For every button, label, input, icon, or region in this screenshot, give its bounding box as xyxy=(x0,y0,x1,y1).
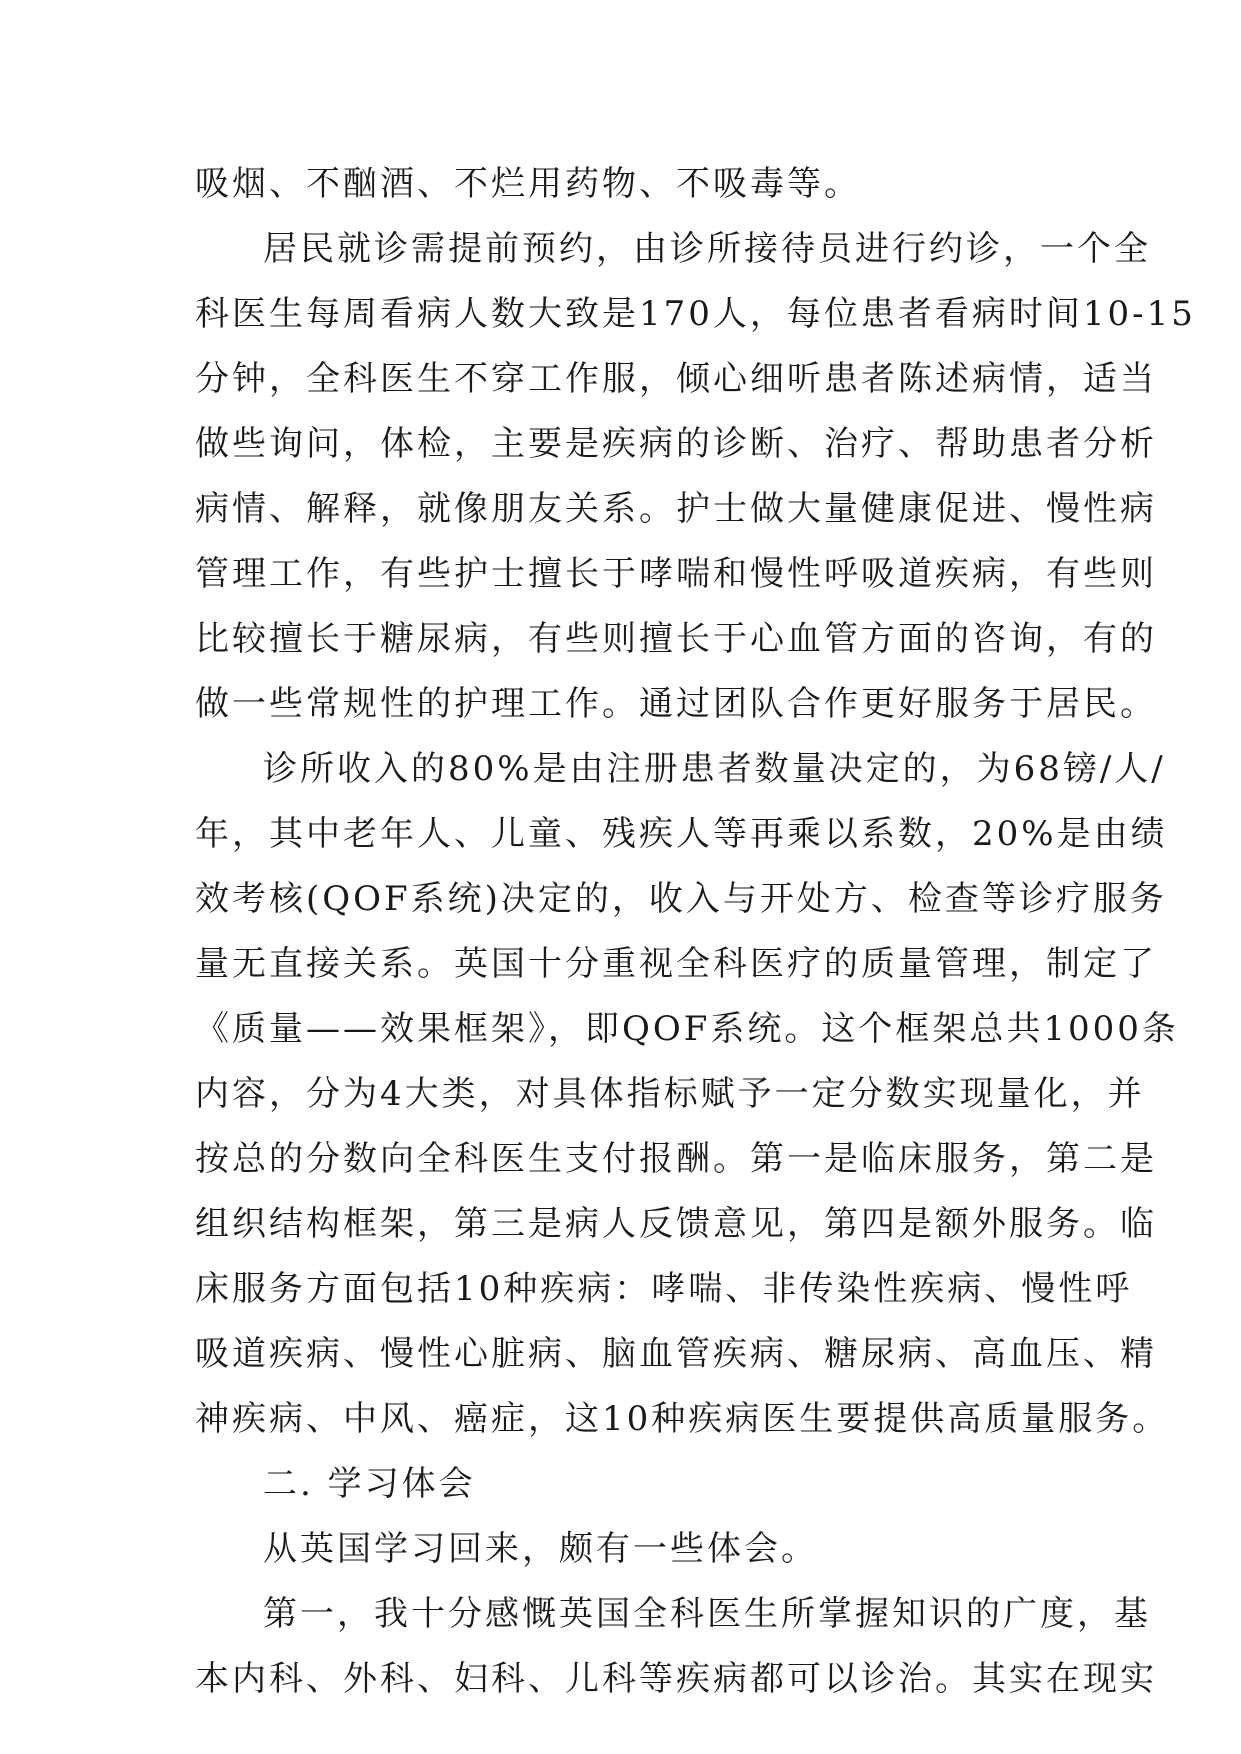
text-line: 科医生每周看病人数大致是170人，每位患者看病时间10-15 xyxy=(195,294,1196,334)
text-line: 按总的分数向全科医生支付报酬。第一是临床服务，第二是 xyxy=(195,1139,1157,1179)
text-line: 第一，我十分感慨英国全科医生所掌握知识的广度，基 xyxy=(263,1594,1151,1634)
text-line: 《质量——效果框架》，即QOF系统。这个框架总共1000条 xyxy=(195,1009,1179,1049)
text-line: 从英国学习回来，颇有一些体会。 xyxy=(263,1529,818,1569)
text-line: 比较擅长于糖尿病，有些则擅长于心血管方面的咨询，有的 xyxy=(195,619,1157,659)
text-line: 病情、解释，就像朋友关系。护士做大量健康促进、慢性病 xyxy=(195,489,1157,529)
text-line: 吸烟、不酗酒、不烂用药物、不吸毒等。 xyxy=(195,164,861,204)
text-line: 诊所收入的80%是由注册患者数量决定的，为68镑/人/ xyxy=(263,749,1166,789)
text-line: 做一些常规性的护理工作。通过团队合作更好服务于居民。 xyxy=(195,684,1157,724)
text-line: 床服务方面包括10种疾病：哮喘、非传染性疾病、慢性呼 xyxy=(195,1269,1133,1309)
text-line: 居民就诊需提前预约，由诊所接待员进行约诊，一个全 xyxy=(263,229,1151,269)
text-line: 管理工作，有些护士擅长于哮喘和慢性呼吸道疾病，有些则 xyxy=(195,554,1157,594)
body-text xyxy=(195,152,1196,1712)
text-line: 分钟，全科医生不穿工作服，倾心细听患者陈述病情，适当 xyxy=(195,359,1157,399)
text-line: 内容，分为4大类，对具体指标赋予一定分数实现量化，并 xyxy=(195,1074,1145,1114)
text-line: 神疾病、中风、癌症，这10种疾病医生要提供高质量服务。 xyxy=(195,1399,1170,1439)
text-line: 量无直接关系。英国十分重视全科医疗的质量管理，制定了 xyxy=(195,944,1157,984)
text-line: 效考核(QOF系统)决定的，收入与开处方、检查等诊疗服务 xyxy=(195,879,1167,919)
text-line: 年，其中老年人、儿童、残疾人等再乘以系数，20%是由绩 xyxy=(195,814,1168,854)
text-line: 组织结构框架，第三是病人反馈意见，第四是额外服务。临 xyxy=(195,1204,1157,1244)
text-line: 做些询问，体检，主要是疾病的诊断、治疗、帮助患者分析 xyxy=(195,424,1157,464)
section-heading: 二. 学习体会 xyxy=(263,1464,476,1504)
text-line: 本内科、外科、妇科、儿科等疾病都可以诊治。其实在现实 xyxy=(195,1659,1157,1699)
text-line: 吸道疾病、慢性心脏病、脑血管疾病、糖尿病、高血压、精 xyxy=(195,1334,1157,1374)
